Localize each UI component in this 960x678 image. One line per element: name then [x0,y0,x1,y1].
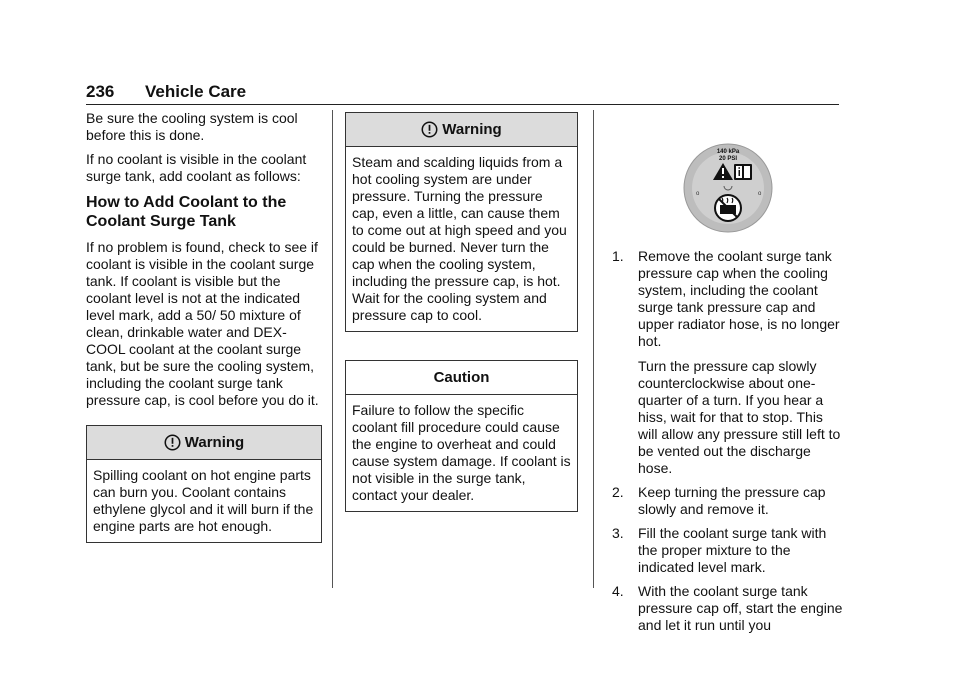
column-right [612,110,844,641]
column-left [86,110,322,543]
step-number: 3. [612,525,624,541]
paragraph: If no problem is found, check to see if coolant is visible in the coolant surge tank. If coolant is visible but the coolant level is not at the indicated level mark, add a 50/ 50 mixture of clean, drinkable water and DEX-COOL coolant at the coolant surge tank, but be sure the cooling system, including the coolant surge tank pressure cap, is cool before you do it. [86,239,319,408]
do-not-open-hot-icon [715,195,741,221]
step-text: With the coolant surge tank pressure cap off, start the engine and let it run until you [638,583,843,633]
cap-mark: o [758,191,762,197]
column-middle [345,112,578,512]
warning-title: Warning [184,434,245,451]
paragraph: If no coolant is visible in the coolant surge tank, add coolant as follows: [86,151,307,184]
procedure-steps [612,248,844,634]
warning-icon [421,121,438,138]
caution-box [345,360,578,512]
cap-kpa-label: 140 kPa [716,149,740,155]
warning-body: Spilling coolant on hot engine parts can burn you. Coolant contains ethylene glycol and it will burn if the engine parts are hot enough. [93,467,314,534]
list-item [612,248,844,477]
warning-icon [164,434,181,451]
subsection-heading: How to Add Coolant to the Coolant Surge Tank [86,194,287,230]
column-divider [593,110,594,588]
cap-psi-label: 20 PSI [718,156,738,162]
pressure-cap-illustration [682,142,774,234]
step-text: Keep turning the pressure cap slowly and remove it. [638,484,826,517]
list-item [612,484,844,518]
cap-mark: o [696,191,700,197]
step-text: Remove the coolant surge tank pressure cap when the cooling system, including the coolant surge tank pressure cap and upper radiator hose, is no longer hot. [638,248,840,349]
step-number: 2. [612,484,624,500]
step-number: 4. [612,583,624,599]
warning-body: Steam and scalding liquids from a hot cooling system are under pressure. Turning the pressure cap, even a little, can cause them to come out at high speed and you could be burned. Never turn the cap when the cooling system, including the pressure cap, is hot. Wait for the cooling system and pressure cap to cool. [352,154,567,323]
page-number: 236 [86,82,115,101]
warning-header [346,113,577,147]
page-header [86,82,839,105]
caution-title: Caution [433,369,490,386]
paragraph: Be sure the cooling system is cool before this is done. [86,110,298,143]
step-number: 1. [612,248,624,264]
caution-body: Failure to follow the specific coolant fill procedure could cause the engine to overheat and could cause system damage. If coolant is not visible in the surge tank, contact your dealer. [352,402,571,503]
warning-header [87,426,321,460]
section-title: Vehicle Care [145,82,247,101]
list-item [612,583,844,634]
column-divider [332,110,333,588]
owner-manual-icon [734,164,752,180]
step-text: Fill the coolant surge tank with the proper mixture to the indicated level mark. [638,525,827,575]
caution-header [346,361,577,395]
step-subtext: Turn the pressure cap slowly counterclockwise about one-quarter of a turn. If you hear a hiss, wait for that to stop. This will allow any pressure still left to be vented out the discharge hose. [638,358,841,476]
warning-box [345,112,578,332]
list-item [612,525,844,576]
warning-box [86,425,322,543]
warning-title: Warning [442,121,502,138]
